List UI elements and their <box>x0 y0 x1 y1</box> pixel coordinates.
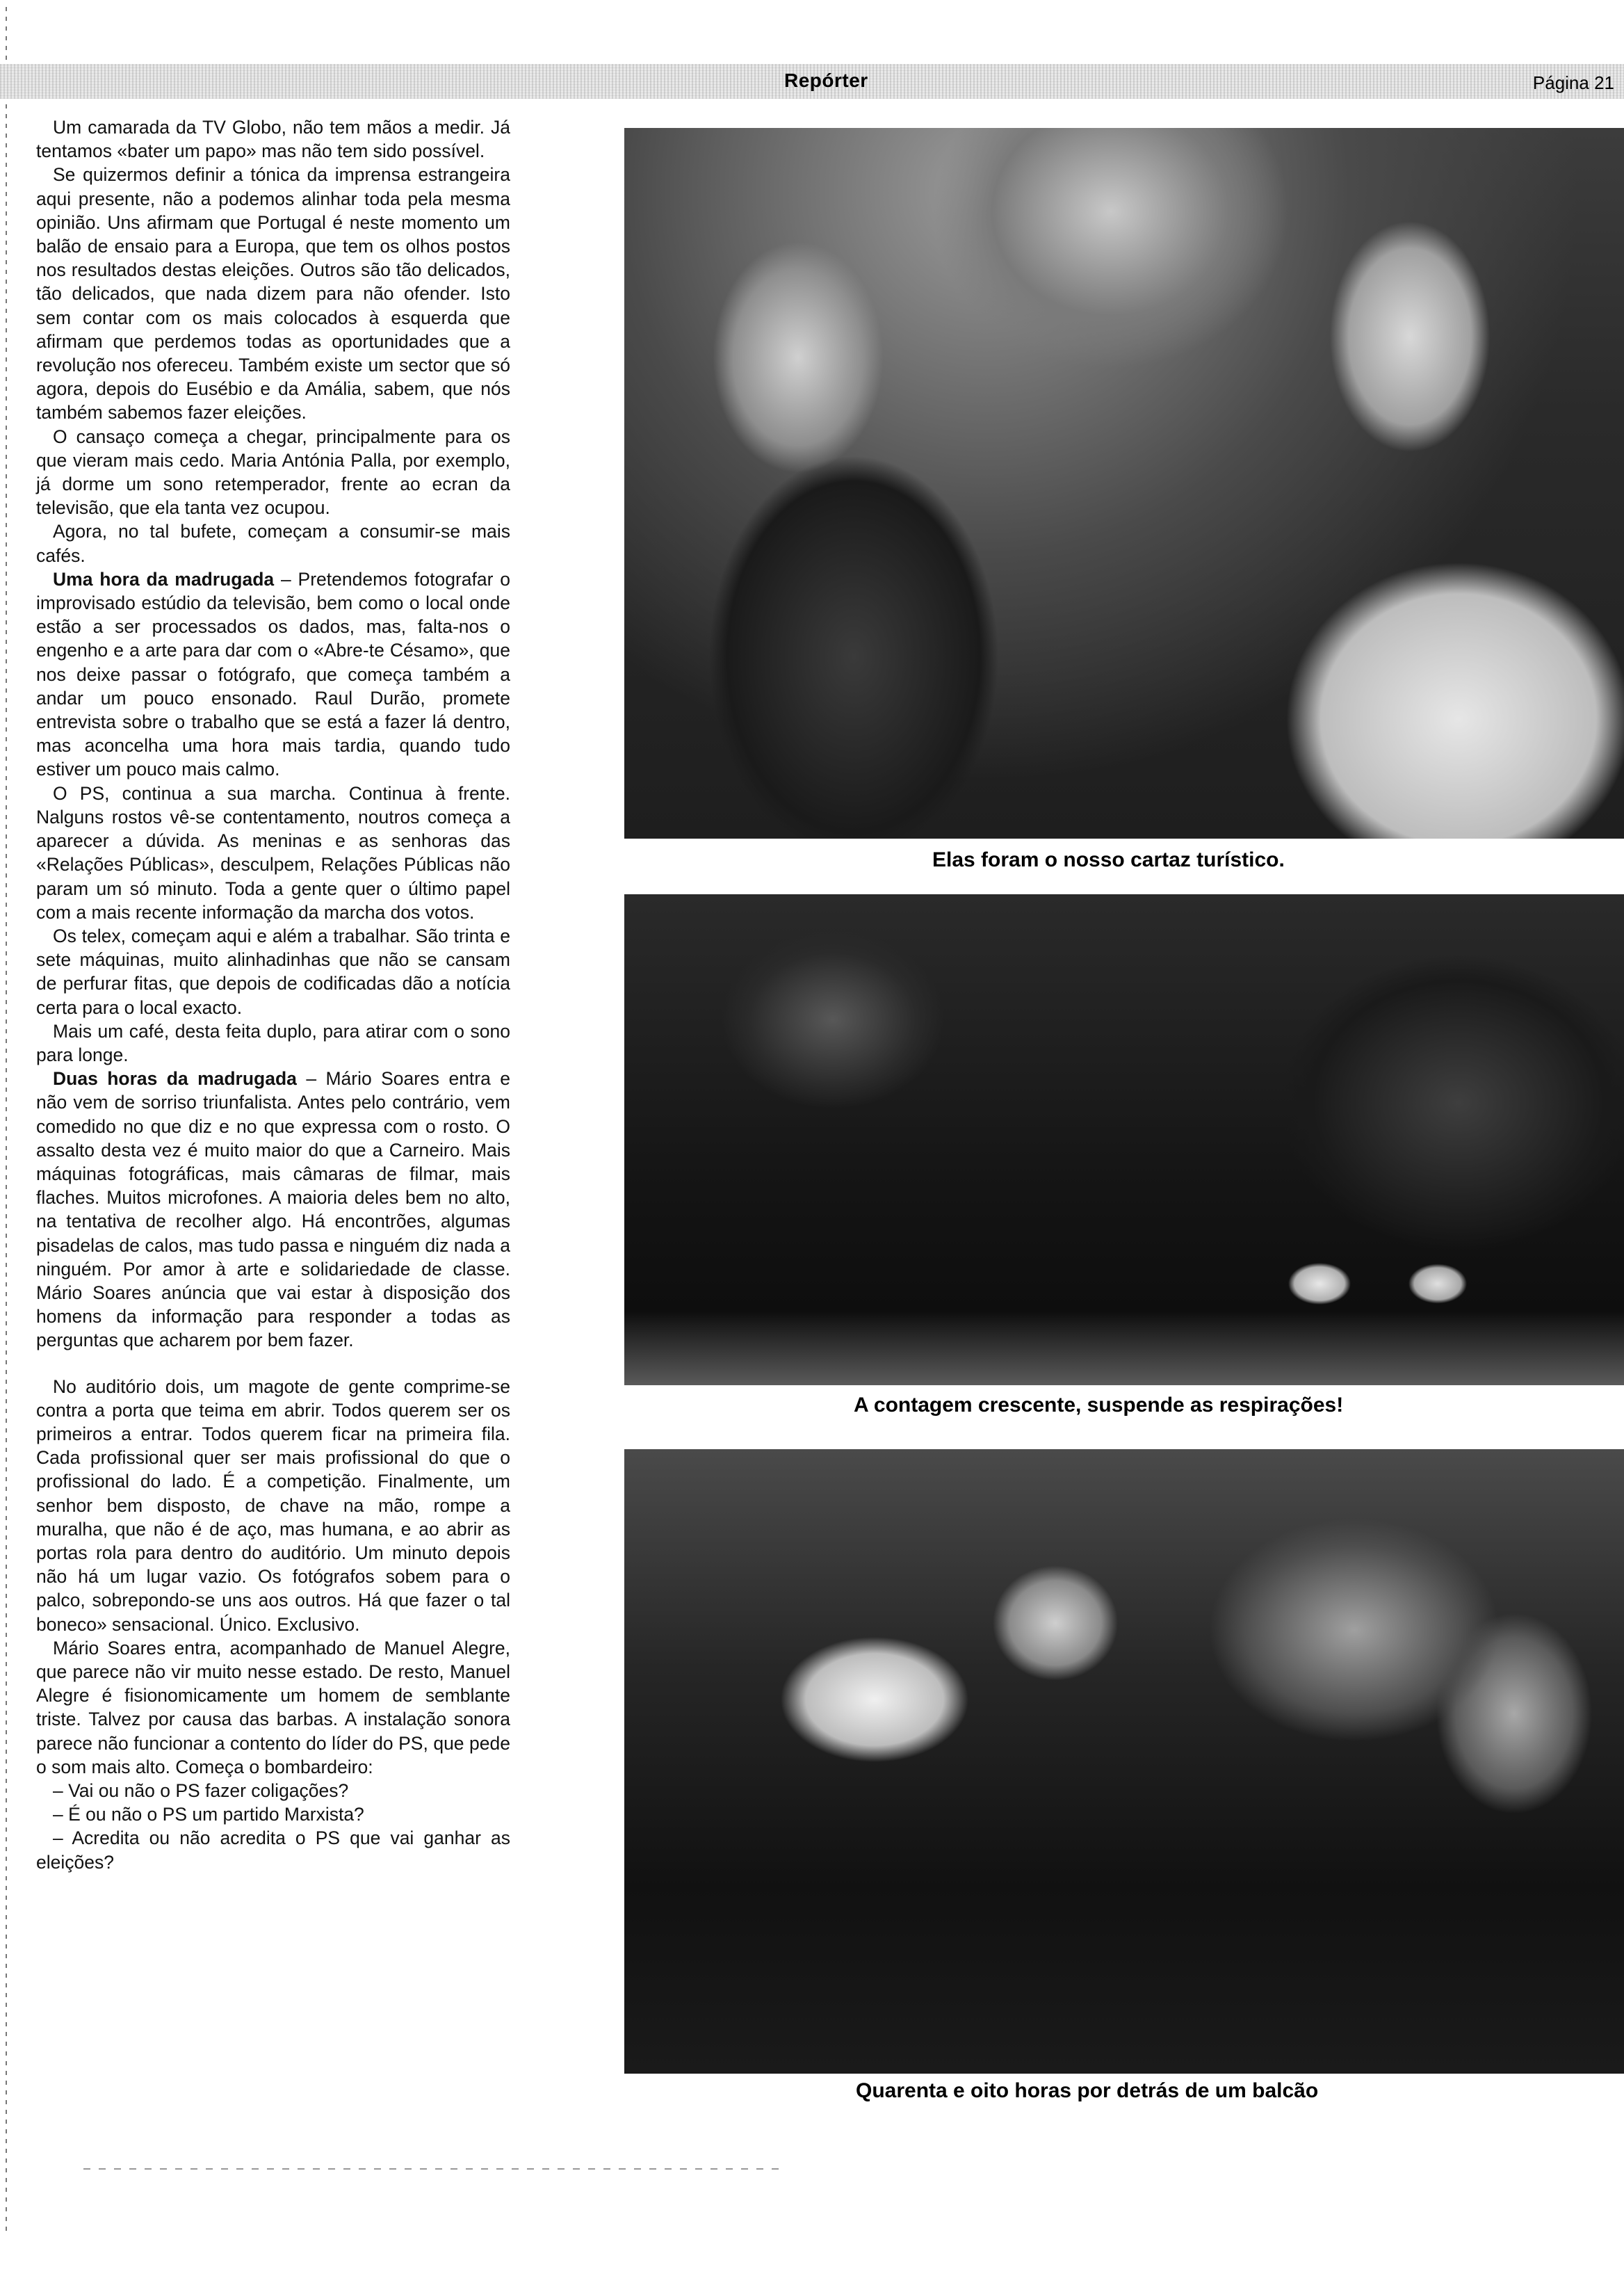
paragraph <box>36 567 510 782</box>
publication-name: Repórter <box>784 70 868 91</box>
photo-counter-bar <box>624 1449 1624 2074</box>
dialogue-line: – Vai ou não o PS fazer coligações? <box>53 1780 349 1802</box>
paragraph: Os telex, começam aqui e além a trabalhar. São trinta e sete máquinas, muito alinhadinhas que não se cansam de perfurar fitas, que depois de codificadas dão a notícia certa para o local exacto. <box>36 925 510 1018</box>
paragraph <box>36 1067 510 1352</box>
page-edge <box>6 7 7 2232</box>
article-body <box>36 115 510 1874</box>
bottom-rule <box>83 2168 779 2170</box>
photo-caption: A contagem crescente, suspende as respirações! <box>854 1394 1344 1417</box>
photo-caption: Elas foram o nosso cartaz turístico. <box>932 848 1285 871</box>
paragraph: Mário Soares entra, acompanhado de Manuel Alegre, que parece não vir muito nesse estado. De resto, Manuel Alegre é fisionomicamente um homem de semblante triste. Talvez por causa das barbas. A instalação sonora parece não funcionar a contento do líder do PS, que pede o som mais alto. Começa o bombardeiro: <box>36 1637 510 1777</box>
paragraph: Mais um café, desta feita duplo, para atirar com o sono para longe. <box>36 1020 510 1065</box>
paragraph-text: – Pretendemos fotografar o improvisado estúdio da televisão, bem como o local onde estão a ser processados os dados, mas, falta-nos o engenho e a arte para dar com o «Abre-te Césamo», que nos deixe passar o fotógrafo, que começa também a andar um pouco ensonado. Raul Durão, promete entrevista sobre o trabalho que se está a fazer lá dentro, mas aconcelha uma hora mais tardia, quando tudo estiver um pouco mais calmo. <box>36 568 511 780</box>
section-lead: Uma hora da madrugada <box>53 568 275 590</box>
paragraph: Se quizermos definir a tónica da imprensa estrangeira aqui presente, não a podemos alinhar toda pela mesma opinião. Uns afirmam que Portugal é neste momento um balão de ensaio para a Europa, que tem os olhos postos nos resultados destas eleições. Outros são tão delicados, tão delicados, que nada dizem para não ofender. Isto sem contar com os mais colocados à esquerda que afirmam que perdemos todas as oportunidades que a revolução nos ofereceu. Também existe um sector que só agora, depois do Eusébio e da Amália, sabem, que nós também sabemos fazer eleições. <box>36 164 510 423</box>
paragraph: Um camarada da TV Globo, não tem mãos a medir. Já tentamos «bater um papo» mas não tem sido possível. <box>36 117 510 162</box>
photo-caption: Quarenta e oito horas por detrás de um balcão <box>856 2079 1319 2102</box>
section-lead: Duas horas da madrugada <box>53 1068 297 1090</box>
paragraph: O PS, continua a sua marcha. Continua à frente. Nalguns rostos vê-se contentamento, noutros começa a aparecer a dúvida. As meninas e as senhoras das «Relações Públicas», desculpem, Relações Públicas não param um só minuto. Toda a gente quer o último papel com a mais recente informação da marcha dos votos. <box>36 782 510 923</box>
photo-vote-count-room <box>624 894 1624 1385</box>
paragraph: No auditório dois, um magote de gente comprime-se contra a porta que teima em abrir. Todos querem ser os primeiros a entrar. Todos querem ficar na primeira fila. Cada profissional quer ser mais profissional do que o profissional do lado. É a competição. Finalmente, um senhor bem disposto, de chave na mão, rompe a muralha, que não é de aço, mas humana, e ao abrir as portas rola para dentro do auditório. Um minuto depois não há um lugar vazio. Os fotógrafos sobem para o palco, sobrepondo-se uns aos outros. Há que fazer o tal boneco» sensacional. Único. Exclusivo. <box>36 1375 510 1635</box>
dialogue-line: – É ou não o PS um partido Marxista? <box>53 1804 364 1825</box>
dialogue-line: – Acredita ou não acredita o PS que vai ganhar as eleições? <box>36 1827 510 1873</box>
paragraph: Agora, no tal bufete, começam a consumir-se mais cafés. <box>36 521 510 566</box>
paragraph-text: – Mário Soares entra e não vem de sorriso triunfalista. Antes pelo contrário, vem comedido no que diz e no que expressa com o rosto. O assalto desta vez é muito maior do que a Carneiro. Mais máquinas fotográficas, mais câmaras de filmar, mais flaches. Muitos microfones. A maioria deles bem no alto, na tentativa de recolher algo. Há encontrões, algumas pisadelas de calos, mas tudo passa e ninguém diz nada a ninguém. Por amor à arte e solidariedade de classe. Mário Soares anúncia que vai estar à disposição dos homens da informação para responder a todas as perguntas que acharem por bem fazer. <box>36 1068 510 1351</box>
page-number: Página 21 <box>1532 72 1614 93</box>
photo-hostesses <box>624 128 1624 839</box>
paragraph: O cansaço começa a chegar, principalmente para os que vieram mais cedo. Maria Antónia Palla, por exemplo, já dorme um sono retemperador, frente ao ecran da televisão, que ela tanta vez ocupou. <box>36 426 510 519</box>
